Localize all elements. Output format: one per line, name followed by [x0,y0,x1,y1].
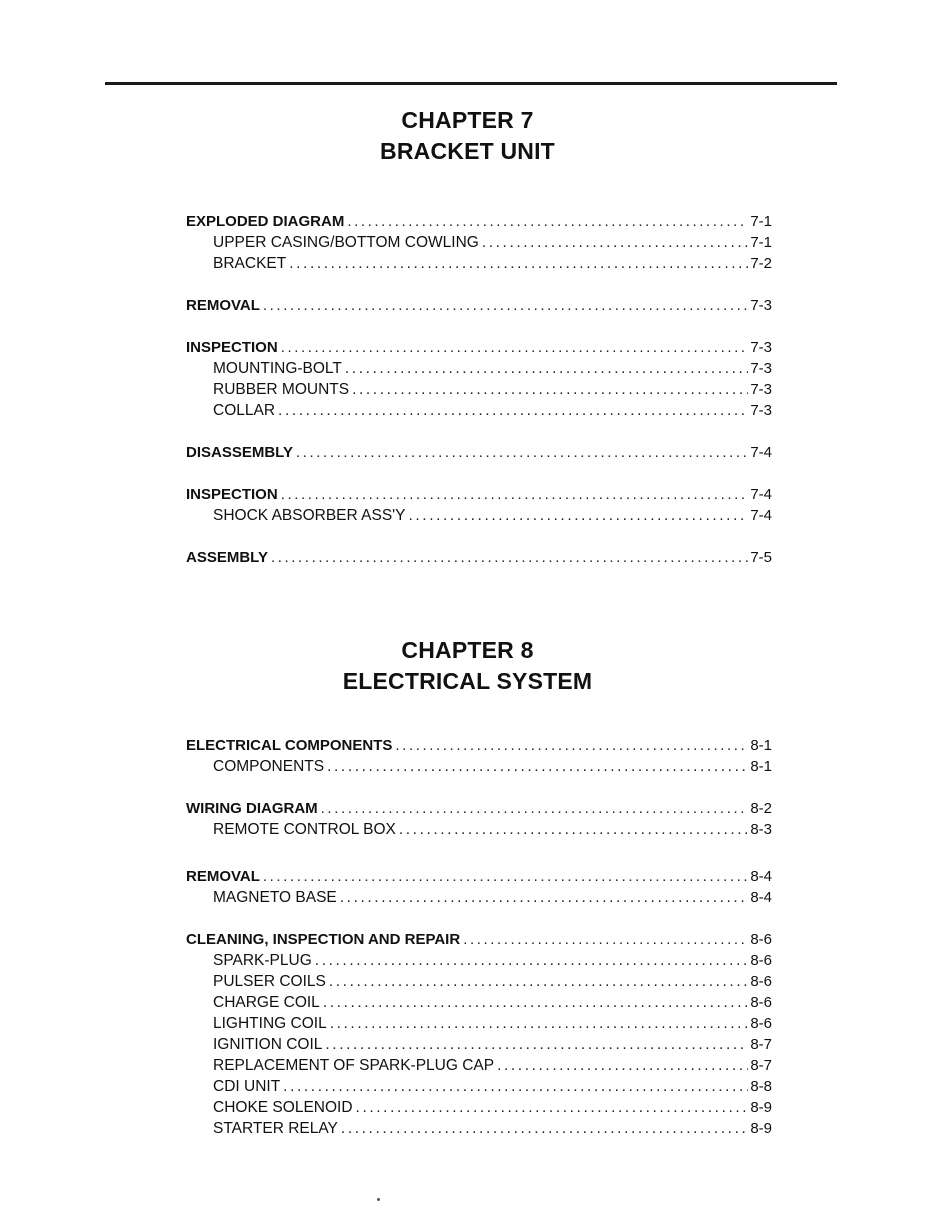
toc-entry-inspection-2[interactable]: INSPECTION ..... 7-4 [186,484,772,505]
page-number: 8-6 [750,973,772,990]
toc-entry-choke-solenoid[interactable]: CHOKE SOLENOID ..... 8-9 [186,1097,772,1118]
chapter-7-heading [0,105,935,167]
chapter-8-number: CHAPTER 8 [401,637,534,663]
toc-entry-disassembly[interactable]: DISASSEMBLY ..... 7-4 [186,442,772,463]
toc-entry-bracket[interactable]: BRACKET ..... 7-2 [186,253,772,274]
page-number: 8-6 [750,1015,772,1032]
chapter-7-title: BRACKET UNIT [380,138,555,164]
page-number: 8-7 [750,1057,772,1074]
toc-entry-electrical-components[interactable]: ELECTRICAL COMPONENTS ..... 8-1 [186,735,772,756]
page-number: 7-3 [750,360,772,377]
page-number: 8-6 [750,994,772,1011]
page-number: 8-2 [750,800,772,817]
toc-entry-shock-absorber[interactable]: SHOCK ABSORBER ASS'Y ..... 7-4 [186,505,772,526]
page-number: 7-2 [750,255,772,272]
toc-entry-assembly[interactable]: ASSEMBLY ..... 7-5 [186,547,772,568]
page-number: 7-3 [750,297,772,314]
toc-entry-spark-plug[interactable]: SPARK-PLUG ..... 8-6 [186,950,772,971]
toc-entry-ignition-coil[interactable]: IGNITION COIL ..... 8-7 [186,1034,772,1055]
toc-entry-lighting-coil[interactable]: LIGHTING COIL ..... 8-6 [186,1013,772,1034]
page-number: 7-1 [750,234,772,251]
page-number: 7-3 [750,381,772,398]
toc-entry-rubber-mounts[interactable]: RUBBER MOUNTS ..... 7-3 [186,379,772,400]
page-number: 7-4 [750,444,772,461]
page-number: 8-1 [750,737,772,754]
toc-entry-pulser-coils[interactable]: PULSER COILS ..... 8-6 [186,971,772,992]
toc-entry-collar[interactable]: COLLAR ..... 7-3 [186,400,772,421]
toc-entry-upper-casing[interactable]: UPPER CASING/BOTTOM COWLING ..... 7-1 [186,232,772,253]
toc-entry-inspection[interactable]: INSPECTION ..... 7-3 [186,337,772,358]
toc-entry-removal-8[interactable]: REMOVAL ..... 8-4 [186,866,772,887]
page-number: 7-1 [750,213,772,230]
page-number: 7-5 [750,549,772,566]
scan-speck [377,1198,380,1201]
chapter-8-title: ELECTRICAL SYSTEM [342,668,593,694]
page-number: 8-4 [750,868,772,885]
toc-entry-exploded-diagram[interactable]: EXPLODED DIAGRAM ..... 7-1 [186,211,772,232]
page-number: 8-9 [750,1099,772,1116]
toc-entry-charge-coil[interactable]: CHARGE COIL ..... 8-6 [186,992,772,1013]
toc-entry-cleaning-inspection-repair[interactable]: CLEANING, INSPECTION AND REPAIR ..... 8-6 [186,929,772,950]
page-number: 8-9 [750,1120,772,1137]
toc-entry-magneto-base[interactable]: MAGNETO BASE ..... 8-4 [186,887,772,908]
page-number: 8-3 [750,821,772,838]
chapter-7-toc [186,211,772,568]
page-number: 7-3 [750,339,772,356]
page-number: 7-4 [750,486,772,503]
toc-entry-components[interactable]: COMPONENTS ..... 8-1 [186,756,772,777]
chapter-8-heading [0,635,935,697]
page-number: 7-3 [750,402,772,419]
toc-entry-mounting-bolt[interactable]: MOUNTING-BOLT ..... 7-3 [186,358,772,379]
header-rule [105,82,837,85]
page-number: 8-8 [750,1078,772,1095]
toc-entry-removal[interactable]: REMOVAL ..... 7-3 [186,295,772,316]
toc-entry-cdi-unit[interactable]: CDI UNIT ..... 8-8 [186,1076,772,1097]
page-number: 8-6 [750,931,772,948]
toc-entry-wiring-diagram[interactable]: WIRING DIAGRAM ..... 8-2 [186,798,772,819]
toc-entry-starter-relay[interactable]: STARTER RELAY ..... 8-9 [186,1118,772,1139]
page-number: 8-6 [750,952,772,969]
toc-entry-remote-control-box[interactable]: REMOTE CONTROL BOX ..... 8-3 [186,819,772,840]
toc-entry-spark-plug-cap[interactable]: REPLACEMENT OF SPARK-PLUG CAP ..... 8-7 [186,1055,772,1076]
chapter-8-toc [186,735,772,1139]
chapter-7-number: CHAPTER 7 [401,107,534,133]
page-number: 8-4 [750,889,772,906]
page-number: 7-4 [750,507,772,524]
page-number: 8-1 [750,758,772,775]
page-number: 8-7 [750,1036,772,1053]
